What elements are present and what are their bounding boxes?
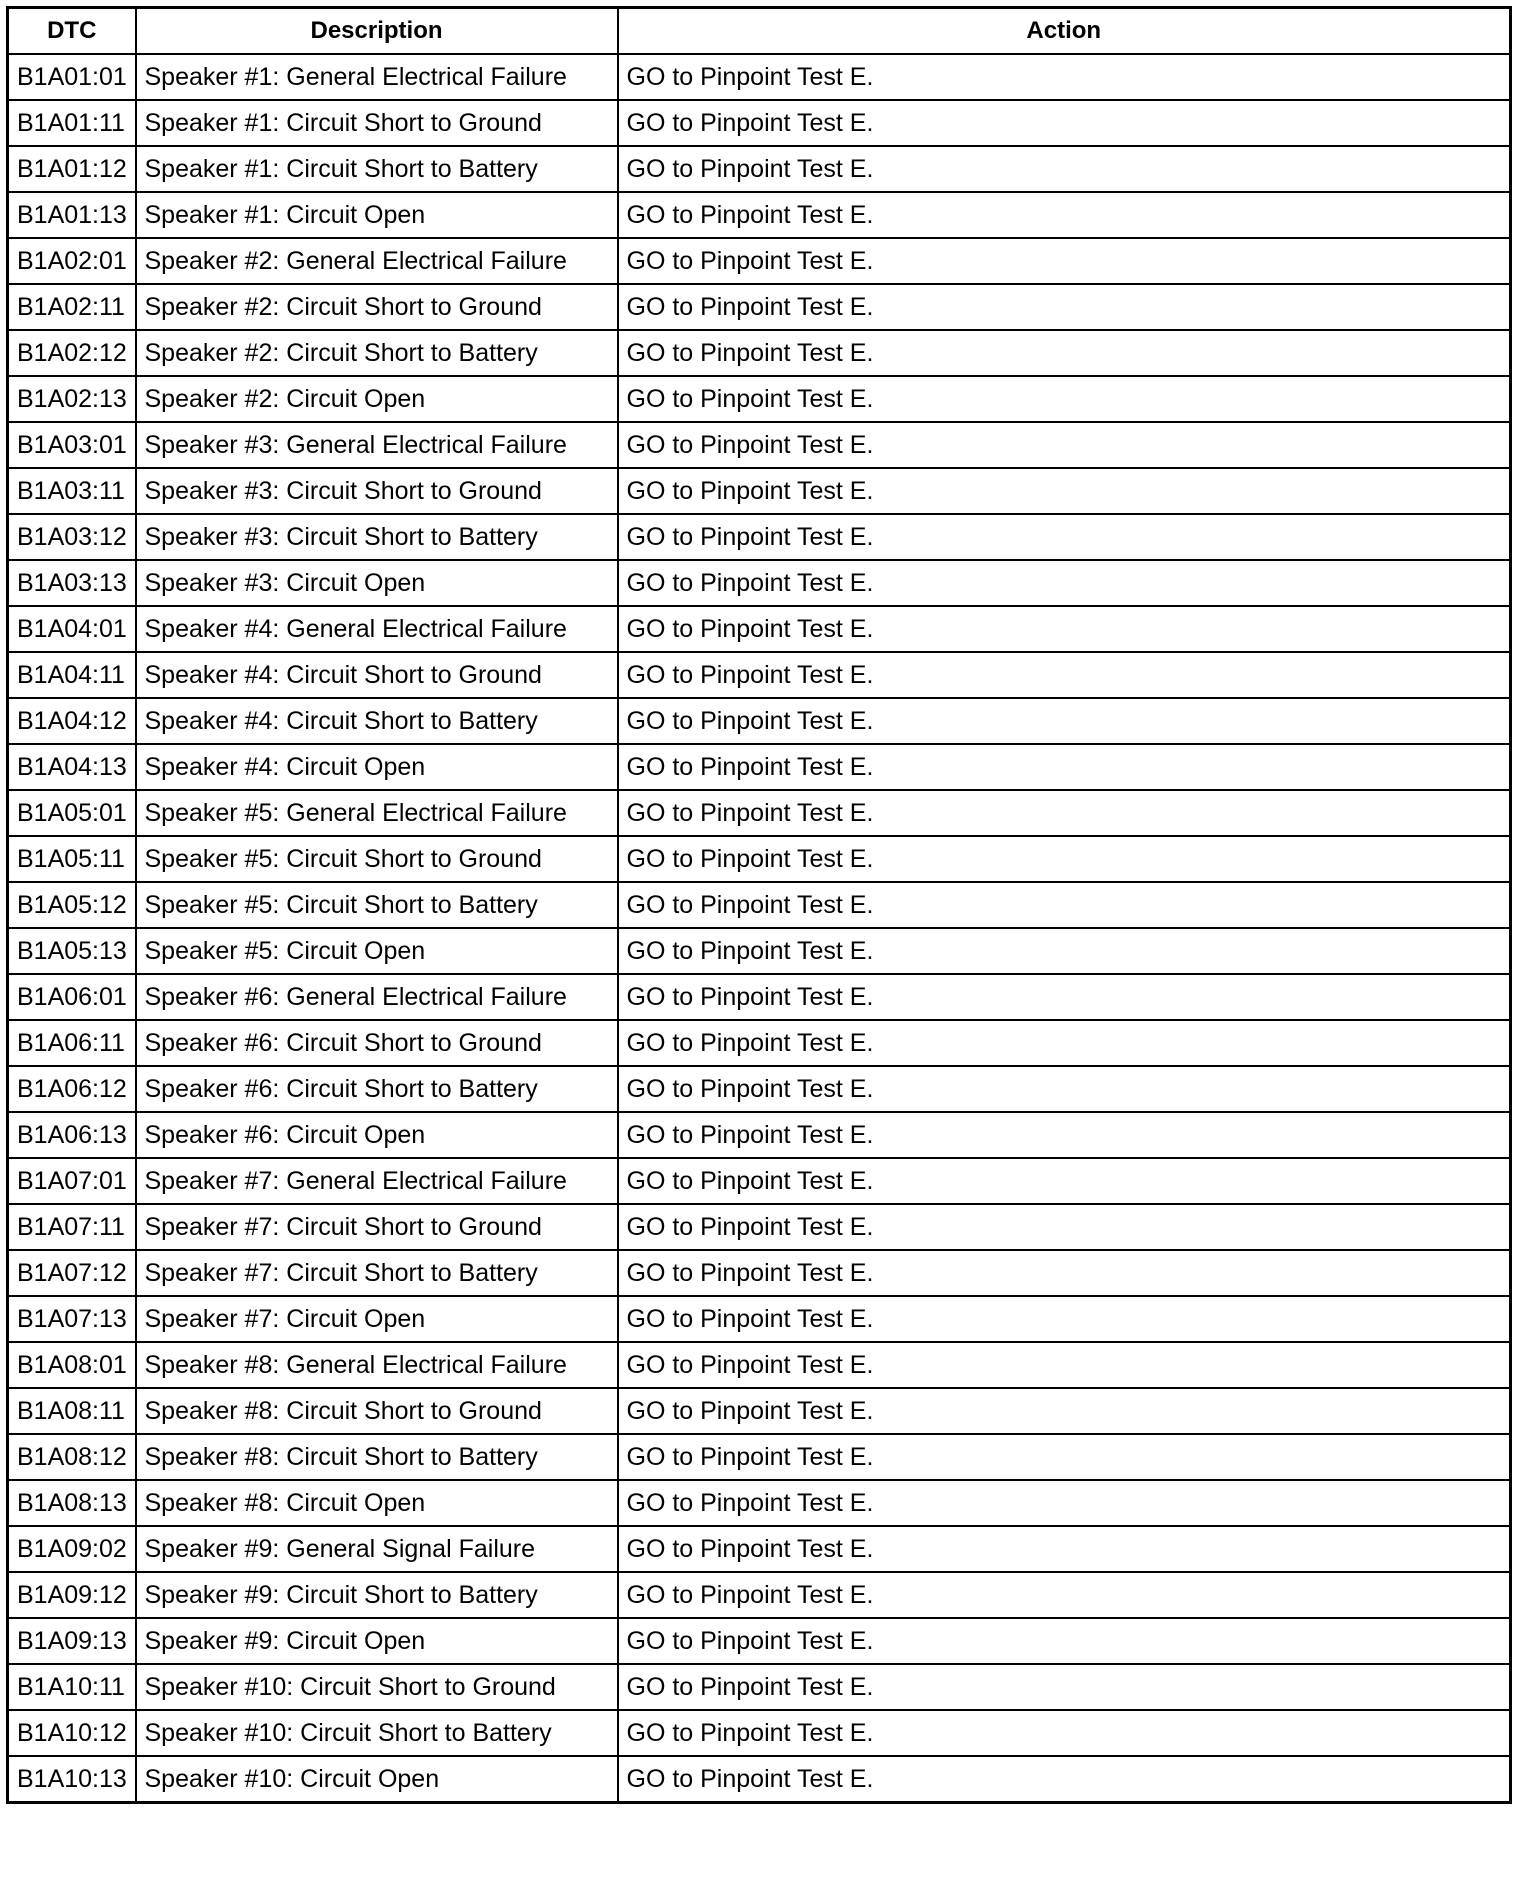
header-row [8,8,1511,55]
description-cell: Speaker #2: Circuit Open [136,376,618,422]
description-cell: Speaker #4: Circuit Short to Battery [136,698,618,744]
table-row [8,330,1511,376]
table-row [8,1434,1511,1480]
dtc-cell: B1A02:01 [8,238,136,284]
description-cell: Speaker #1: Circuit Short to Battery [136,146,618,192]
description-cell: Speaker #4: Circuit Open [136,744,618,790]
action-cell: GO to Pinpoint Test E. [618,1664,1511,1710]
description-cell: Speaker #6: Circuit Open [136,1112,618,1158]
action-cell: GO to Pinpoint Test E. [618,514,1511,560]
table-body [8,54,1511,1803]
table-row [8,100,1511,146]
description-cell: Speaker #5: Circuit Short to Battery [136,882,618,928]
description-cell: Speaker #2: General Electrical Failure [136,238,618,284]
table-row [8,974,1511,1020]
description-cell: Speaker #4: Circuit Short to Ground [136,652,618,698]
dtc-table [6,6,1512,1804]
dtc-cell: B1A07:01 [8,1158,136,1204]
table-row [8,1664,1511,1710]
table-header [8,8,1511,55]
description-cell: Speaker #10: Circuit Short to Ground [136,1664,618,1710]
description-cell: Speaker #9: Circuit Short to Battery [136,1572,618,1618]
table-row [8,1342,1511,1388]
dtc-cell: B1A04:01 [8,606,136,652]
description-cell: Speaker #9: General Signal Failure [136,1526,618,1572]
action-cell: GO to Pinpoint Test E. [618,284,1511,330]
action-cell: GO to Pinpoint Test E. [618,698,1511,744]
action-cell: GO to Pinpoint Test E. [618,606,1511,652]
dtc-cell: B1A01:13 [8,192,136,238]
dtc-cell: B1A04:13 [8,744,136,790]
description-cell: Speaker #5: Circuit Short to Ground [136,836,618,882]
table-row [8,652,1511,698]
action-cell: GO to Pinpoint Test E. [618,1618,1511,1664]
description-cell: Speaker #3: Circuit Short to Ground [136,468,618,514]
action-cell: GO to Pinpoint Test E. [618,54,1511,100]
table-row [8,1204,1511,1250]
dtc-cell: B1A06:11 [8,1020,136,1066]
action-cell: GO to Pinpoint Test E. [618,1296,1511,1342]
dtc-cell: B1A03:12 [8,514,136,560]
action-cell: GO to Pinpoint Test E. [618,1710,1511,1756]
action-cell: GO to Pinpoint Test E. [618,238,1511,284]
table-row [8,1112,1511,1158]
description-cell: Speaker #1: Circuit Short to Ground [136,100,618,146]
dtc-cell: B1A05:12 [8,882,136,928]
action-cell: GO to Pinpoint Test E. [618,1434,1511,1480]
table-row [8,1480,1511,1526]
action-cell: GO to Pinpoint Test E. [618,1112,1511,1158]
action-cell: GO to Pinpoint Test E. [618,100,1511,146]
description-cell: Speaker #10: Circuit Short to Battery [136,1710,618,1756]
table-row [8,468,1511,514]
dtc-cell: B1A10:11 [8,1664,136,1710]
description-cell: Speaker #8: Circuit Short to Battery [136,1434,618,1480]
description-cell: Speaker #7: Circuit Open [136,1296,618,1342]
dtc-cell: B1A01:12 [8,146,136,192]
description-cell: Speaker #6: Circuit Short to Battery [136,1066,618,1112]
dtc-cell: B1A08:01 [8,1342,136,1388]
action-cell: GO to Pinpoint Test E. [618,468,1511,514]
description-cell: Speaker #4: General Electrical Failure [136,606,618,652]
description-cell: Speaker #6: Circuit Short to Ground [136,1020,618,1066]
table-row [8,882,1511,928]
dtc-cell: B1A06:12 [8,1066,136,1112]
header-action: Action [618,8,1511,55]
dtc-cell: B1A10:13 [8,1756,136,1803]
description-cell: Speaker #2: Circuit Short to Ground [136,284,618,330]
table-row [8,928,1511,974]
table-row [8,1020,1511,1066]
table-row [8,192,1511,238]
dtc-cell: B1A01:11 [8,100,136,146]
table-row [8,1618,1511,1664]
action-cell: GO to Pinpoint Test E. [618,192,1511,238]
dtc-cell: B1A04:12 [8,698,136,744]
description-cell: Speaker #6: General Electrical Failure [136,974,618,1020]
description-cell: Speaker #5: Circuit Open [136,928,618,974]
table-row [8,1250,1511,1296]
action-cell: GO to Pinpoint Test E. [618,1480,1511,1526]
action-cell: GO to Pinpoint Test E. [618,652,1511,698]
action-cell: GO to Pinpoint Test E. [618,330,1511,376]
dtc-cell: B1A07:12 [8,1250,136,1296]
dtc-cell: B1A03:01 [8,422,136,468]
dtc-cell: B1A01:01 [8,54,136,100]
action-cell: GO to Pinpoint Test E. [618,974,1511,1020]
table-row [8,514,1511,560]
table-row [8,1572,1511,1618]
table-row [8,1756,1511,1803]
dtc-cell: B1A08:12 [8,1434,136,1480]
dtc-cell: B1A09:02 [8,1526,136,1572]
dtc-cell: B1A04:11 [8,652,136,698]
dtc-cell: B1A08:11 [8,1388,136,1434]
description-cell: Speaker #8: Circuit Open [136,1480,618,1526]
action-cell: GO to Pinpoint Test E. [618,560,1511,606]
dtc-cell: B1A09:13 [8,1618,136,1664]
description-cell: Speaker #3: Circuit Short to Battery [136,514,618,560]
description-cell: Speaker #2: Circuit Short to Battery [136,330,618,376]
action-cell: GO to Pinpoint Test E. [618,790,1511,836]
dtc-cell: B1A07:13 [8,1296,136,1342]
table-row [8,376,1511,422]
dtc-cell: B1A06:13 [8,1112,136,1158]
table-row [8,1066,1511,1112]
dtc-cell: B1A09:12 [8,1572,136,1618]
dtc-cell: B1A05:01 [8,790,136,836]
dtc-cell: B1A06:01 [8,974,136,1020]
action-cell: GO to Pinpoint Test E. [618,836,1511,882]
dtc-cell: B1A07:11 [8,1204,136,1250]
description-cell: Speaker #7: General Electrical Failure [136,1158,618,1204]
action-cell: GO to Pinpoint Test E. [618,1756,1511,1803]
action-cell: GO to Pinpoint Test E. [618,1204,1511,1250]
description-cell: Speaker #10: Circuit Open [136,1756,618,1803]
dtc-cell: B1A02:12 [8,330,136,376]
table-row [8,284,1511,330]
description-cell: Speaker #9: Circuit Open [136,1618,618,1664]
description-cell: Speaker #8: Circuit Short to Ground [136,1388,618,1434]
description-cell: Speaker #1: General Electrical Failure [136,54,618,100]
table-row [8,744,1511,790]
action-cell: GO to Pinpoint Test E. [618,1572,1511,1618]
table-row [8,1526,1511,1572]
table-row [8,1710,1511,1756]
table-row [8,790,1511,836]
description-cell: Speaker #5: General Electrical Failure [136,790,618,836]
table-row [8,238,1511,284]
table-row [8,1388,1511,1434]
table-row [8,146,1511,192]
table-row [8,1296,1511,1342]
action-cell: GO to Pinpoint Test E. [618,1020,1511,1066]
action-cell: GO to Pinpoint Test E. [618,422,1511,468]
dtc-cell: B1A03:11 [8,468,136,514]
dtc-cell: B1A03:13 [8,560,136,606]
dtc-cell: B1A10:12 [8,1710,136,1756]
description-cell: Speaker #7: Circuit Short to Ground [136,1204,618,1250]
action-cell: GO to Pinpoint Test E. [618,1066,1511,1112]
table-row [8,698,1511,744]
table-row [8,836,1511,882]
description-cell: Speaker #1: Circuit Open [136,192,618,238]
action-cell: GO to Pinpoint Test E. [618,1342,1511,1388]
description-cell: Speaker #3: Circuit Open [136,560,618,606]
description-cell: Speaker #8: General Electrical Failure [136,1342,618,1388]
dtc-cell: B1A02:11 [8,284,136,330]
dtc-cell: B1A05:13 [8,928,136,974]
action-cell: GO to Pinpoint Test E. [618,744,1511,790]
table-row [8,560,1511,606]
description-cell: Speaker #3: General Electrical Failure [136,422,618,468]
dtc-cell: B1A05:11 [8,836,136,882]
table-row [8,606,1511,652]
action-cell: GO to Pinpoint Test E. [618,146,1511,192]
dtc-cell: B1A02:13 [8,376,136,422]
table-row [8,54,1511,100]
dtc-cell: B1A08:13 [8,1480,136,1526]
action-cell: GO to Pinpoint Test E. [618,1250,1511,1296]
action-cell: GO to Pinpoint Test E. [618,1526,1511,1572]
header-dtc: DTC [8,8,136,55]
action-cell: GO to Pinpoint Test E. [618,1388,1511,1434]
action-cell: GO to Pinpoint Test E. [618,376,1511,422]
action-cell: GO to Pinpoint Test E. [618,882,1511,928]
action-cell: GO to Pinpoint Test E. [618,1158,1511,1204]
table-row [8,422,1511,468]
table-row [8,1158,1511,1204]
action-cell: GO to Pinpoint Test E. [618,928,1511,974]
header-description: Description [136,8,618,55]
description-cell: Speaker #7: Circuit Short to Battery [136,1250,618,1296]
